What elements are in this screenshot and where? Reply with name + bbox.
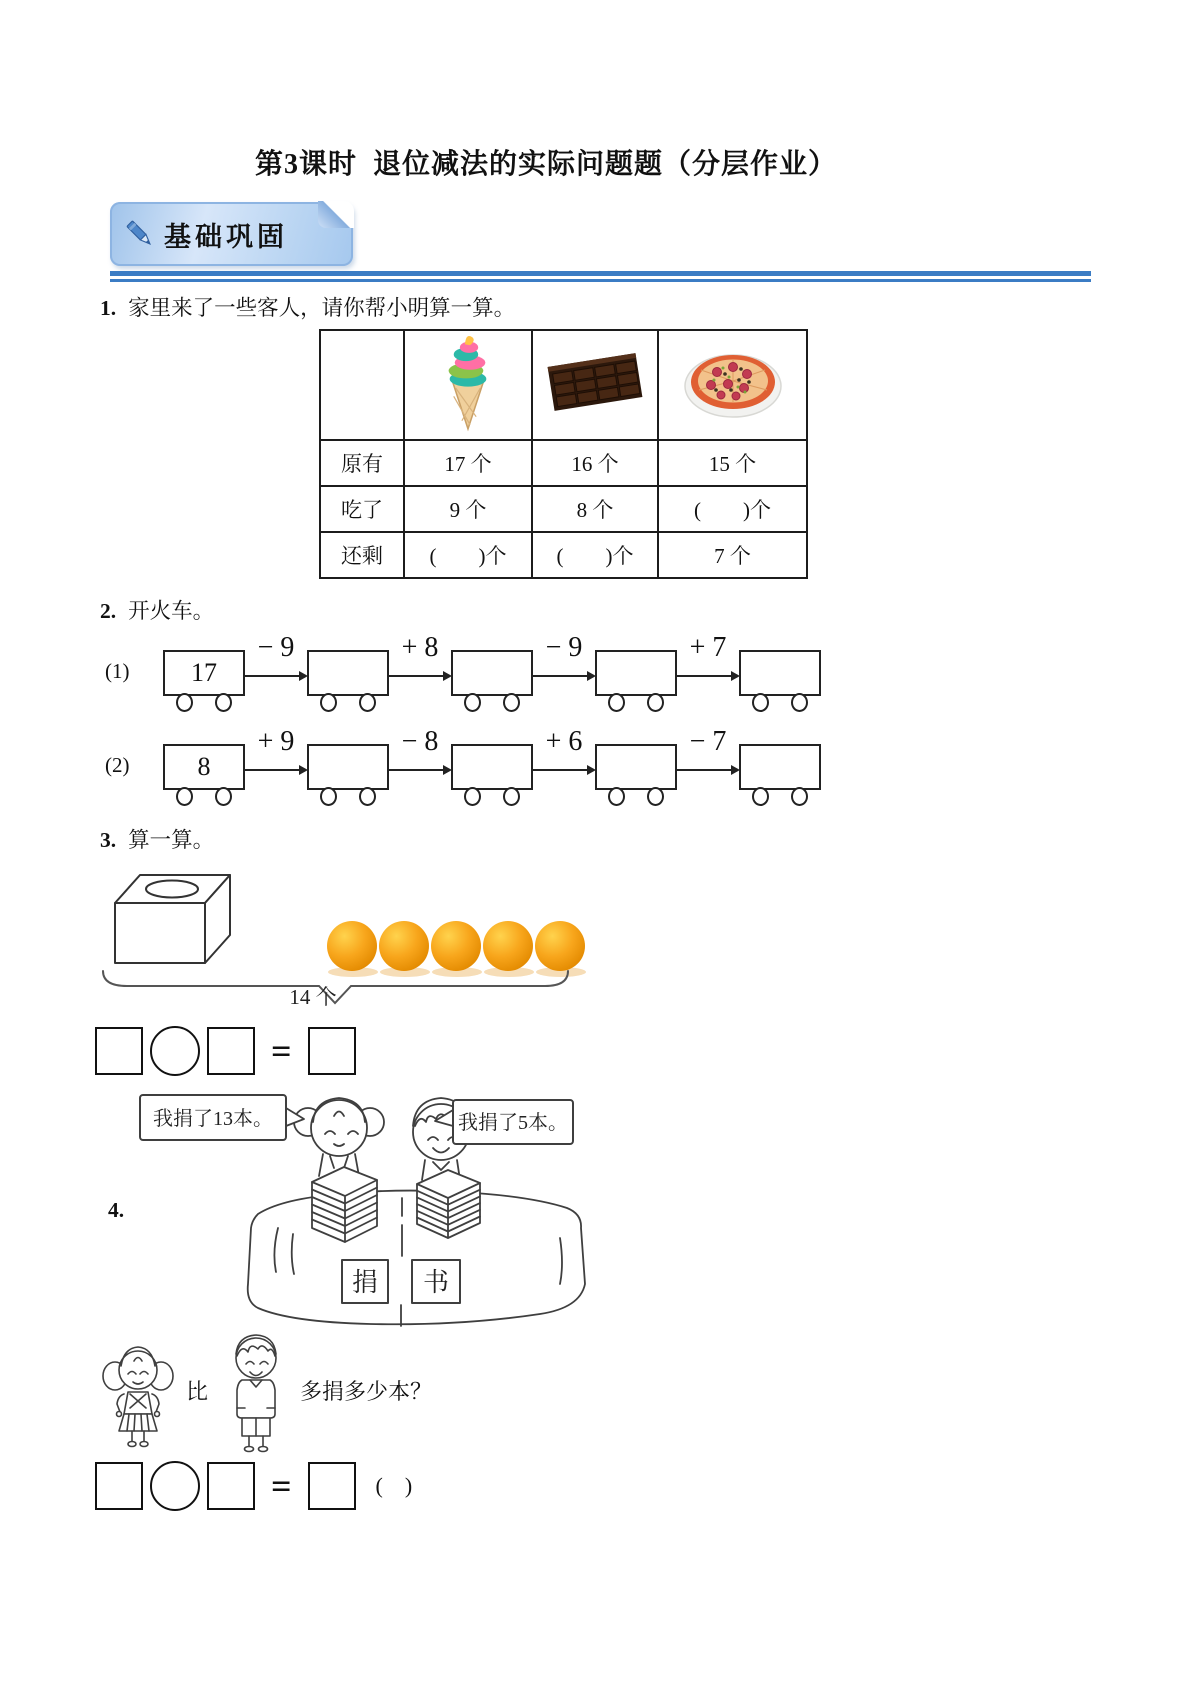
- wheel-icon: [320, 787, 337, 806]
- section-header: 基础巩固: [164, 222, 288, 252]
- question-2-number: 2.: [100, 599, 117, 623]
- train-2: [105, 726, 821, 790]
- arrow-line-icon: [243, 769, 306, 771]
- page-title: 第3课时 退位减法的实际问题题（分层作业）: [254, 149, 837, 180]
- train-2-start-value: 8: [197, 752, 211, 781]
- q4-eq-second-box[interactable]: [207, 1462, 255, 1510]
- wheel-icon: [176, 693, 193, 712]
- train-1-connector-2: [389, 632, 451, 692]
- train-1: [105, 632, 821, 696]
- operation-label: + 7: [689, 632, 727, 663]
- q1-value-cell: 7 个: [658, 532, 807, 578]
- train-2-car-1: [163, 744, 245, 790]
- q1-answer-cell[interactable]: ( )个: [404, 532, 532, 578]
- train-1-connector-3: [533, 632, 595, 692]
- pizza-icon: [681, 340, 785, 424]
- divider-line-thin: [110, 279, 1091, 282]
- wheel-icon: [752, 693, 769, 712]
- arrow-line-icon: [387, 769, 450, 771]
- q1-icecream-cell: [404, 330, 532, 440]
- wheel-icon: [647, 787, 664, 806]
- q1-table: [319, 329, 808, 579]
- section-divider: [110, 271, 1091, 282]
- question-3-number: 3.: [100, 828, 117, 852]
- question-1-number: 1.: [100, 296, 117, 320]
- wheel-icon: [608, 787, 625, 806]
- train-2-car-4-blank[interactable]: [595, 744, 677, 790]
- wheel-icon: [503, 787, 520, 806]
- q1-value-cell: 17 个: [404, 440, 532, 486]
- banner-fold-corner: [318, 201, 354, 228]
- question-4-number: 4.: [108, 1198, 125, 1222]
- train-1-car-3-blank[interactable]: [451, 650, 533, 696]
- q1-answer-cell[interactable]: ( )个: [658, 486, 807, 532]
- q4-eq-operator-circle[interactable]: [150, 1461, 200, 1511]
- divider-line-thick: [110, 271, 1091, 276]
- pencil-icon: [122, 216, 158, 252]
- q1-value-cell: 15 个: [658, 440, 807, 486]
- wheel-icon: [647, 693, 664, 712]
- train-2-car-3-blank[interactable]: [451, 744, 533, 790]
- q1-pizza-cell: [658, 330, 807, 440]
- sign-left-text: 捐: [351, 1268, 379, 1297]
- train-1-connector-4: [677, 632, 739, 692]
- wheel-icon: [359, 787, 376, 806]
- arrow-line-icon: [387, 675, 450, 677]
- train-1-start-value: 17: [191, 658, 217, 687]
- q1-chocolate-cell: [532, 330, 658, 440]
- train-2-car-5-blank[interactable]: [739, 744, 821, 790]
- q4-equation: [95, 1461, 412, 1511]
- q3-figure: [95, 853, 600, 1015]
- wheel-icon: [791, 787, 808, 806]
- wheel-icon: [176, 787, 193, 806]
- train-2-connector-4: [677, 726, 739, 786]
- wheel-icon: [215, 693, 232, 712]
- train-1-car-1: [163, 650, 245, 696]
- train-1-car-4-blank[interactable]: [595, 650, 677, 696]
- operation-label: − 9: [257, 632, 295, 663]
- train-1-car-2-blank[interactable]: [307, 650, 389, 696]
- q3-equation: [95, 1026, 356, 1076]
- q3-eq-result-box[interactable]: [308, 1027, 356, 1075]
- question-3-prompt: 算一算。: [128, 828, 215, 852]
- equals-sign: =: [271, 1031, 292, 1071]
- operation-label: − 9: [545, 632, 583, 663]
- q1-value-cell: 9 个: [404, 486, 532, 532]
- q1-row-label: 还剩: [320, 532, 404, 578]
- section-banner: [110, 202, 353, 266]
- question-1-text: [100, 291, 515, 322]
- bubble-right-text: 我捐了5本。: [458, 1112, 568, 1134]
- operation-label: − 7: [689, 726, 727, 757]
- compare-question-text: 多捐多少本？: [300, 1379, 433, 1404]
- train-2-connector-3: [533, 726, 595, 786]
- wheel-icon: [791, 693, 808, 712]
- train-1-label: (1): [105, 659, 130, 683]
- operation-label: + 6: [545, 726, 583, 757]
- q3-eq-first-box[interactable]: [95, 1027, 143, 1075]
- equals-sign: =: [271, 1466, 292, 1506]
- compare-mid-text: 比: [186, 1379, 209, 1404]
- question-2-text: [100, 594, 214, 625]
- wheel-icon: [752, 787, 769, 806]
- book-stack-right: [417, 1170, 480, 1238]
- q4-eq-result-box[interactable]: [308, 1462, 356, 1510]
- arrow-line-icon: [675, 769, 738, 771]
- wheel-icon: [215, 787, 232, 806]
- question-2-prompt: 开火车。: [128, 599, 215, 623]
- train-2-connector-1: [245, 726, 307, 786]
- wheel-icon: [503, 693, 520, 712]
- arrow-line-icon: [531, 675, 594, 677]
- wheel-icon: [359, 693, 376, 712]
- q4-eq-first-box[interactable]: [95, 1462, 143, 1510]
- q1-row-original: [320, 440, 807, 486]
- train-2-connector-2: [389, 726, 451, 786]
- q3-eq-second-box[interactable]: [207, 1027, 255, 1075]
- wheel-icon: [608, 693, 625, 712]
- q1-corner-cell: [320, 330, 404, 440]
- ball-illustration: [327, 921, 585, 971]
- train-2-car-2-blank[interactable]: [307, 744, 389, 790]
- sign-right-text: 书: [422, 1268, 450, 1297]
- q1-row-left: [320, 532, 807, 578]
- question-1-prompt: 家里来了一些客人，请你帮小明算一算。: [128, 296, 516, 320]
- operation-label: − 8: [401, 726, 439, 757]
- chocolate-icon: [537, 347, 653, 417]
- operation-label: + 8: [401, 632, 439, 663]
- book-stack-left: [312, 1167, 377, 1242]
- arrow-line-icon: [675, 675, 738, 677]
- box-illustration: [115, 875, 230, 963]
- q1-value-cell: 16 个: [532, 440, 658, 486]
- bubble-left-text: 我捐了13本。: [153, 1108, 273, 1130]
- wheel-icon: [464, 787, 481, 806]
- brace-label: 14 个: [289, 985, 337, 1009]
- q4-answer-unit: ( ): [375, 1473, 413, 1498]
- arrow-line-icon: [243, 675, 306, 677]
- ice-cream-icon: [431, 331, 505, 433]
- mini-boy-icon: [218, 1330, 294, 1454]
- question-3-text: [100, 823, 214, 854]
- mini-girl-icon: [102, 1334, 174, 1452]
- train-1-connector-1: [245, 632, 307, 692]
- train-2-label: (2): [105, 753, 130, 777]
- q1-value-cell: 8 个: [532, 486, 658, 532]
- wheel-icon: [464, 693, 481, 712]
- wheel-icon: [320, 693, 337, 712]
- arrow-line-icon: [531, 769, 594, 771]
- q1-row-label: 吃了: [320, 486, 404, 532]
- train-1-car-5-blank[interactable]: [739, 650, 821, 696]
- operation-label: + 9: [257, 726, 295, 757]
- q1-icon-row: [320, 330, 807, 440]
- q4-donation-scene: [130, 1088, 600, 1334]
- girl-illustration: [294, 1098, 384, 1176]
- q1-row-eaten: [320, 486, 807, 532]
- q1-row-label: 原有: [320, 440, 404, 486]
- q1-answer-cell[interactable]: ( )个: [532, 532, 658, 578]
- q3-eq-operator-circle[interactable]: [150, 1026, 200, 1076]
